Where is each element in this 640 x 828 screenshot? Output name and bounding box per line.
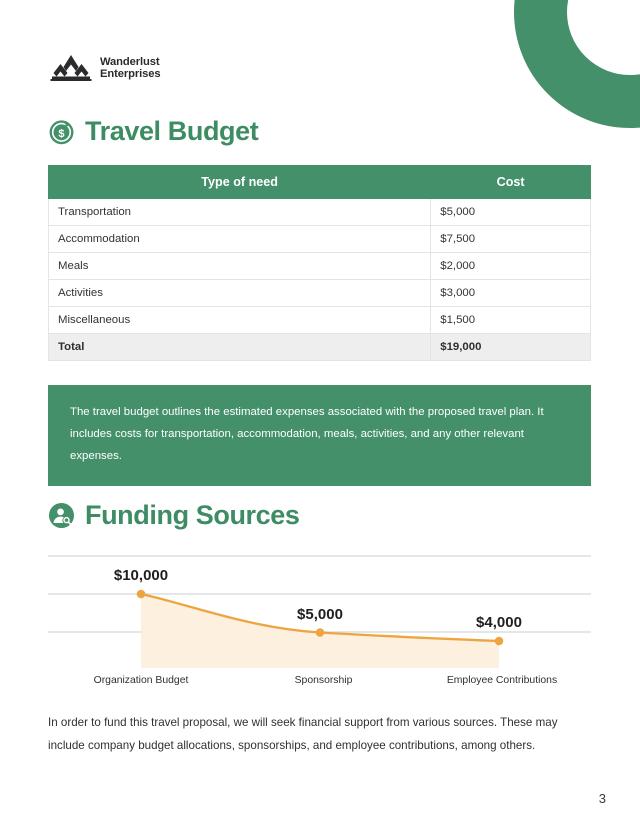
cell-cost: $3,000 — [431, 280, 591, 307]
section-heading-travel-budget — [48, 116, 258, 147]
x-axis-tick-label: Organization Budget — [93, 675, 189, 686]
column-header-type-of-need: Type of need — [49, 166, 431, 199]
chart-data-point — [316, 628, 325, 637]
funding-sources-paragraph: In order to fund this travel proposal, we will seek financial support from various sources. These may include company budget allocations, sponsorships, and employee contributions, among others. — [48, 716, 558, 752]
page-number: 3 — [598, 791, 606, 806]
cell-cost: $1,500 — [431, 307, 591, 334]
svg-text:$: $ — [58, 127, 65, 140]
decorative-corner-arc — [514, 0, 640, 128]
section-heading-funding-sources — [48, 500, 300, 531]
mountain-temple-logo-icon — [50, 54, 92, 82]
x-axis-tick-label: Employee Contributions — [446, 675, 558, 686]
chart-data-point — [137, 590, 146, 599]
money-coin-icon — [48, 118, 75, 145]
chart-data-label: $4,000 — [476, 614, 522, 631]
page-title-funding-sources: Funding Sources — [85, 500, 300, 530]
page-title-travel-budget: Travel Budget — [85, 116, 259, 146]
x-axis-tick-label: Sponsorship — [294, 675, 353, 686]
cell-need: Meals — [49, 253, 431, 280]
table-row — [49, 307, 591, 334]
cell-cost: $7,500 — [431, 226, 591, 253]
funding-sources-chart — [48, 548, 591, 696]
table-row — [49, 253, 591, 280]
table-row — [49, 226, 591, 253]
cell-cost: $2,000 — [431, 253, 591, 280]
brand-line-2: Enterprises — [100, 68, 161, 80]
table-total-row — [49, 334, 591, 361]
chart-data-label: $10,000 — [113, 567, 169, 584]
cell-need: Activities — [49, 280, 431, 307]
table-header-row — [49, 166, 591, 199]
budget-table — [48, 165, 591, 361]
brand-line-1: Wanderlust — [100, 55, 160, 68]
column-header-cost: Cost — [431, 166, 591, 199]
budget-description-callout: The travel budget outlines the estimated expenses associated with the proposed travel plan. It includes costs for transportation, accommodation, meals, activities, and any other relevant expenses. — [48, 385, 591, 486]
cell-total-cost: $19,000 — [431, 334, 591, 361]
chart-x-axis-labels — [48, 675, 591, 686]
table-row — [49, 280, 591, 307]
person-search-icon — [48, 502, 75, 529]
brand-logo — [50, 54, 160, 82]
cell-cost: $5,000 — [431, 199, 591, 226]
chart-data-point — [495, 637, 504, 646]
cell-need: Accommodation — [49, 226, 431, 253]
chart-data-label: $5,000 — [297, 606, 343, 623]
cell-need: Transportation — [49, 199, 431, 226]
table-row — [49, 199, 591, 226]
cell-total-label: Total — [49, 334, 431, 361]
chart-plot-area — [48, 548, 591, 668]
cell-need: Miscellaneous — [49, 307, 431, 334]
